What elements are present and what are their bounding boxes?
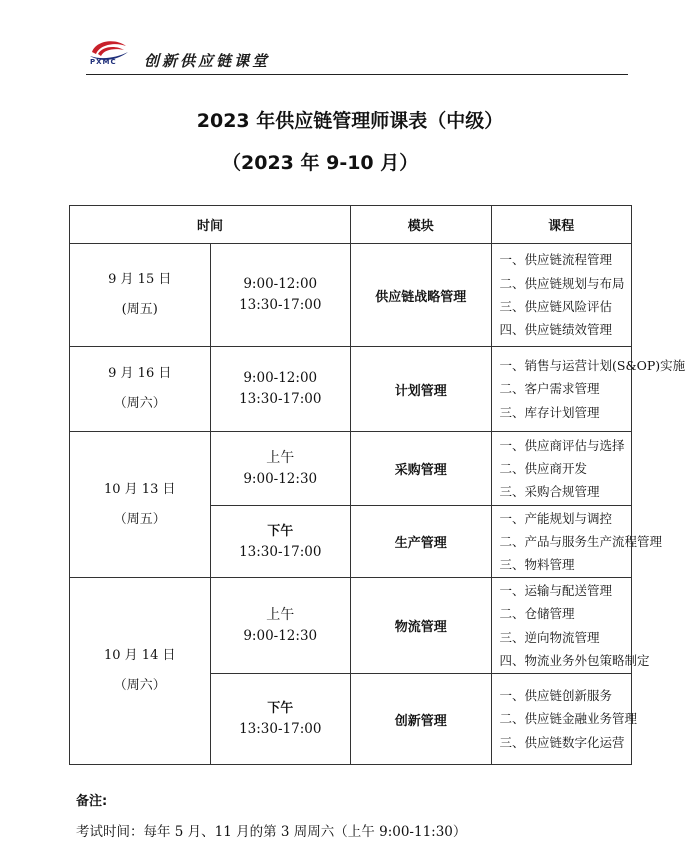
course-item: 一、供应商评估与选择	[499, 437, 625, 453]
course-cell	[491, 347, 686, 432]
time-text: 9:00-12:00	[243, 370, 318, 386]
table-row	[70, 432, 632, 506]
notes-label: 备注:	[76, 794, 108, 809]
date-text: 9 月 16 日	[108, 366, 172, 381]
page-header	[86, 36, 628, 76]
time-cell	[210, 244, 351, 347]
time-cell	[210, 674, 351, 765]
schedule-table	[69, 205, 686, 765]
time-cell	[210, 578, 351, 674]
course-item: 二、供应链金融业务管理	[499, 711, 638, 727]
course-cell	[491, 578, 650, 674]
header-divider	[86, 74, 628, 75]
module-cell: 创新管理	[351, 674, 492, 765]
course-item: 三、逆向物流管理	[499, 629, 600, 645]
time-text: 9:00-12:30	[243, 470, 318, 487]
course-item: 一、运输与配送管理	[499, 582, 613, 598]
table-row	[70, 347, 632, 432]
course-item: 二、仓储管理	[499, 606, 575, 622]
time-text: 13:30-17:00	[239, 721, 322, 737]
course-item: 三、采购合规管理	[499, 484, 600, 500]
time-cell	[210, 432, 351, 506]
date-text: 10 月 13 日	[104, 481, 176, 497]
module-cell: 生产管理	[351, 506, 492, 578]
session-label: 下午	[267, 701, 294, 716]
date-cell	[70, 244, 211, 347]
course-item: 三、库存计划管理	[499, 404, 600, 420]
course-item: 三、供应链风险评估	[499, 299, 613, 314]
weekday-text: （周六）	[113, 396, 166, 411]
course-cell	[491, 506, 663, 578]
logo-text: PXMC	[90, 58, 117, 66]
module-cell: 计划管理	[351, 347, 492, 432]
time-text: 13:30-17:00	[239, 297, 322, 313]
exam-time-note: 考试时间：每年 5 月、11 月的第 3 周周六（上午 9:00-11:30）	[76, 824, 467, 840]
course-cell	[491, 674, 638, 765]
course-item: 二、供应链规划与布局	[499, 275, 625, 291]
date-text: 10 月 14 日	[104, 648, 176, 663]
module-cell: 供应链战略管理	[351, 244, 492, 347]
module-cell: 物流管理	[351, 578, 492, 674]
course-item: 三、供应链数字化运营	[499, 734, 625, 750]
session-label: 下午	[267, 523, 294, 539]
date-text: 9 月 15 日	[108, 272, 172, 287]
brand-name: 创新供应链课堂	[144, 52, 271, 70]
date-cell	[70, 347, 211, 432]
time-text: 9:00-12:30	[243, 627, 318, 644]
header-time: 时间	[70, 206, 351, 244]
header-course: 课程	[491, 206, 632, 244]
course-item: 三、物料管理	[499, 557, 575, 573]
header-module: 模块	[351, 206, 492, 244]
date-cell	[70, 578, 211, 765]
time-text: 13:30-17:00	[239, 391, 322, 407]
weekday-text: （周五）	[113, 511, 166, 527]
weekday-text: (周五)	[121, 302, 158, 317]
time-text: 9:00-12:00	[243, 276, 318, 292]
course-item: 四、供应链绩效管理	[499, 322, 613, 338]
course-item: 一、供应链流程管理	[499, 252, 613, 268]
table-header-row	[70, 206, 632, 244]
course-item: 二、产品与服务生产流程管理	[499, 533, 663, 549]
time-cell	[210, 347, 351, 432]
weekday-text: （周六）	[113, 678, 166, 693]
course-cell	[491, 432, 632, 506]
time-cell	[210, 506, 351, 578]
course-item: 二、客户需求管理	[499, 381, 600, 397]
course-item: 四、物流业务外包策略制定	[499, 652, 650, 668]
page-subtitle: （2023 年 9-10 月）	[222, 152, 419, 174]
session-label: 上午	[266, 606, 295, 623]
session-label: 上午	[266, 449, 295, 466]
page-title: 2023 年供应链管理师课表（中级）	[196, 110, 504, 132]
date-cell	[70, 432, 211, 578]
course-item: 一、销售与运营计划(S&OP)实施	[499, 358, 686, 374]
table-row	[70, 578, 632, 674]
time-text: 13:30-17:00	[239, 543, 322, 560]
course-item: 一、供应链创新服务	[499, 688, 613, 704]
table-row	[70, 244, 632, 347]
course-cell	[491, 244, 632, 347]
module-cell: 采购管理	[351, 432, 492, 506]
course-item: 一、产能规划与调控	[499, 510, 613, 526]
course-item: 二、供应商开发	[499, 460, 588, 476]
